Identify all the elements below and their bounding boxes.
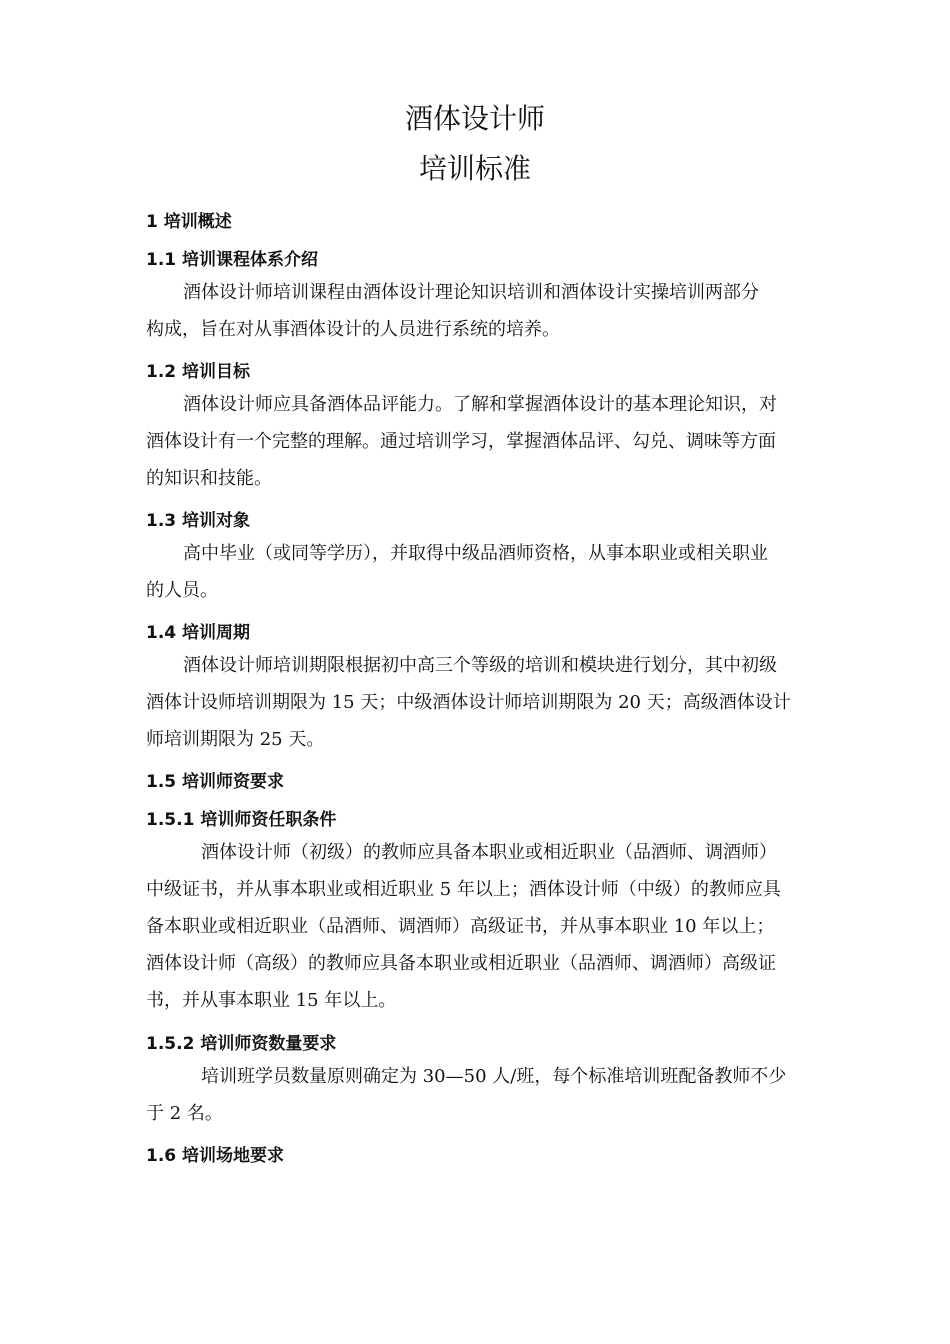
section-heading-1-2: 1.2 培训目标 [146,362,251,382]
paragraph-line: 酒体设计师培训课程由酒体设计理论知识培训和酒体设计实操培训两部分 [183,282,759,303]
paragraph-line: 的人员。 [146,580,218,601]
paragraph-line: 酒体设计有一个完整的理解。通过培训学习，掌握酒体品评、勾兑、调味等方面 [146,431,776,452]
section-heading-1-4: 1.4 培训周期 [146,623,251,643]
section-heading-1-5: 1.5 培训师资要求 [146,772,285,792]
paragraph-1-3 [146,535,816,609]
paragraph-1-1 [146,274,816,348]
paragraph-line: 的知识和技能。 [146,468,272,489]
section-heading-1-1: 1.1 培训课程体系介绍 [146,250,319,270]
section-heading-1-3: 1.3 培训对象 [146,511,251,531]
paragraph-line: 酒体设计师培训期限根据初中高三个等级的培训和模块进行划分，其中初级 [183,655,777,676]
paragraph-line: 构成，旨在对从事酒体设计的人员进行系统的培养。 [146,319,560,340]
paragraph-line: 于 2 名。 [146,1103,223,1124]
paragraph-line: 酒体计设师培训期限为 15 天；中级酒体设计师培训期限为 20 天；高级酒体设计 [146,692,791,713]
paragraph-line: 师培训期限为 25 天。 [146,729,325,750]
paragraph-line: 酒体设计师（高级）的教师应具备本职业或相近职业（品酒师、调酒师）高级证 [146,953,776,974]
paragraph-line: 培训班学员数量原则确定为 30—50 人/班，每个标准培训班配备教师不少 [201,1066,787,1087]
section-heading-1-5-1: 1.5.1 培训师资任职条件 [146,810,337,830]
document-title: 酒体设计师 [404,102,545,135]
paragraph-line: 高中毕业（或同等学历），并取得中级品酒师资格，从事本职业或相关职业 [183,543,768,564]
section-heading-1: 1 培训概述 [146,212,232,232]
section-heading-1-5-2: 1.5.2 培训师资数量要求 [146,1034,337,1054]
paragraph-line: 备本职业或相近职业（品酒师、调酒师）高级证书，并从事本职业 10 年以上； [146,916,775,937]
document-subtitle: 培训标准 [418,152,531,185]
paragraph-line: 书，并从事本职业 15 年以上。 [146,990,397,1011]
paragraph-1-5-2 [146,1058,816,1132]
paragraph-line: 酒体设计师（初级）的教师应具备本职业或相近职业（品酒师、调酒师） [201,842,777,863]
paragraph-1-2 [146,386,816,497]
paragraph-1-4 [146,647,816,758]
paragraph-1-5-1 [146,834,816,1019]
paragraph-line: 中级证书，并从事本职业或相近职业 5 年以上；酒体设计师（中级）的教师应具 [146,879,781,900]
paragraph-line: 酒体设计师应具备酒体品评能力。了解和掌握酒体设计的基本理论知识，对 [183,394,777,415]
section-heading-1-6: 1.6 培训场地要求 [146,1146,285,1166]
